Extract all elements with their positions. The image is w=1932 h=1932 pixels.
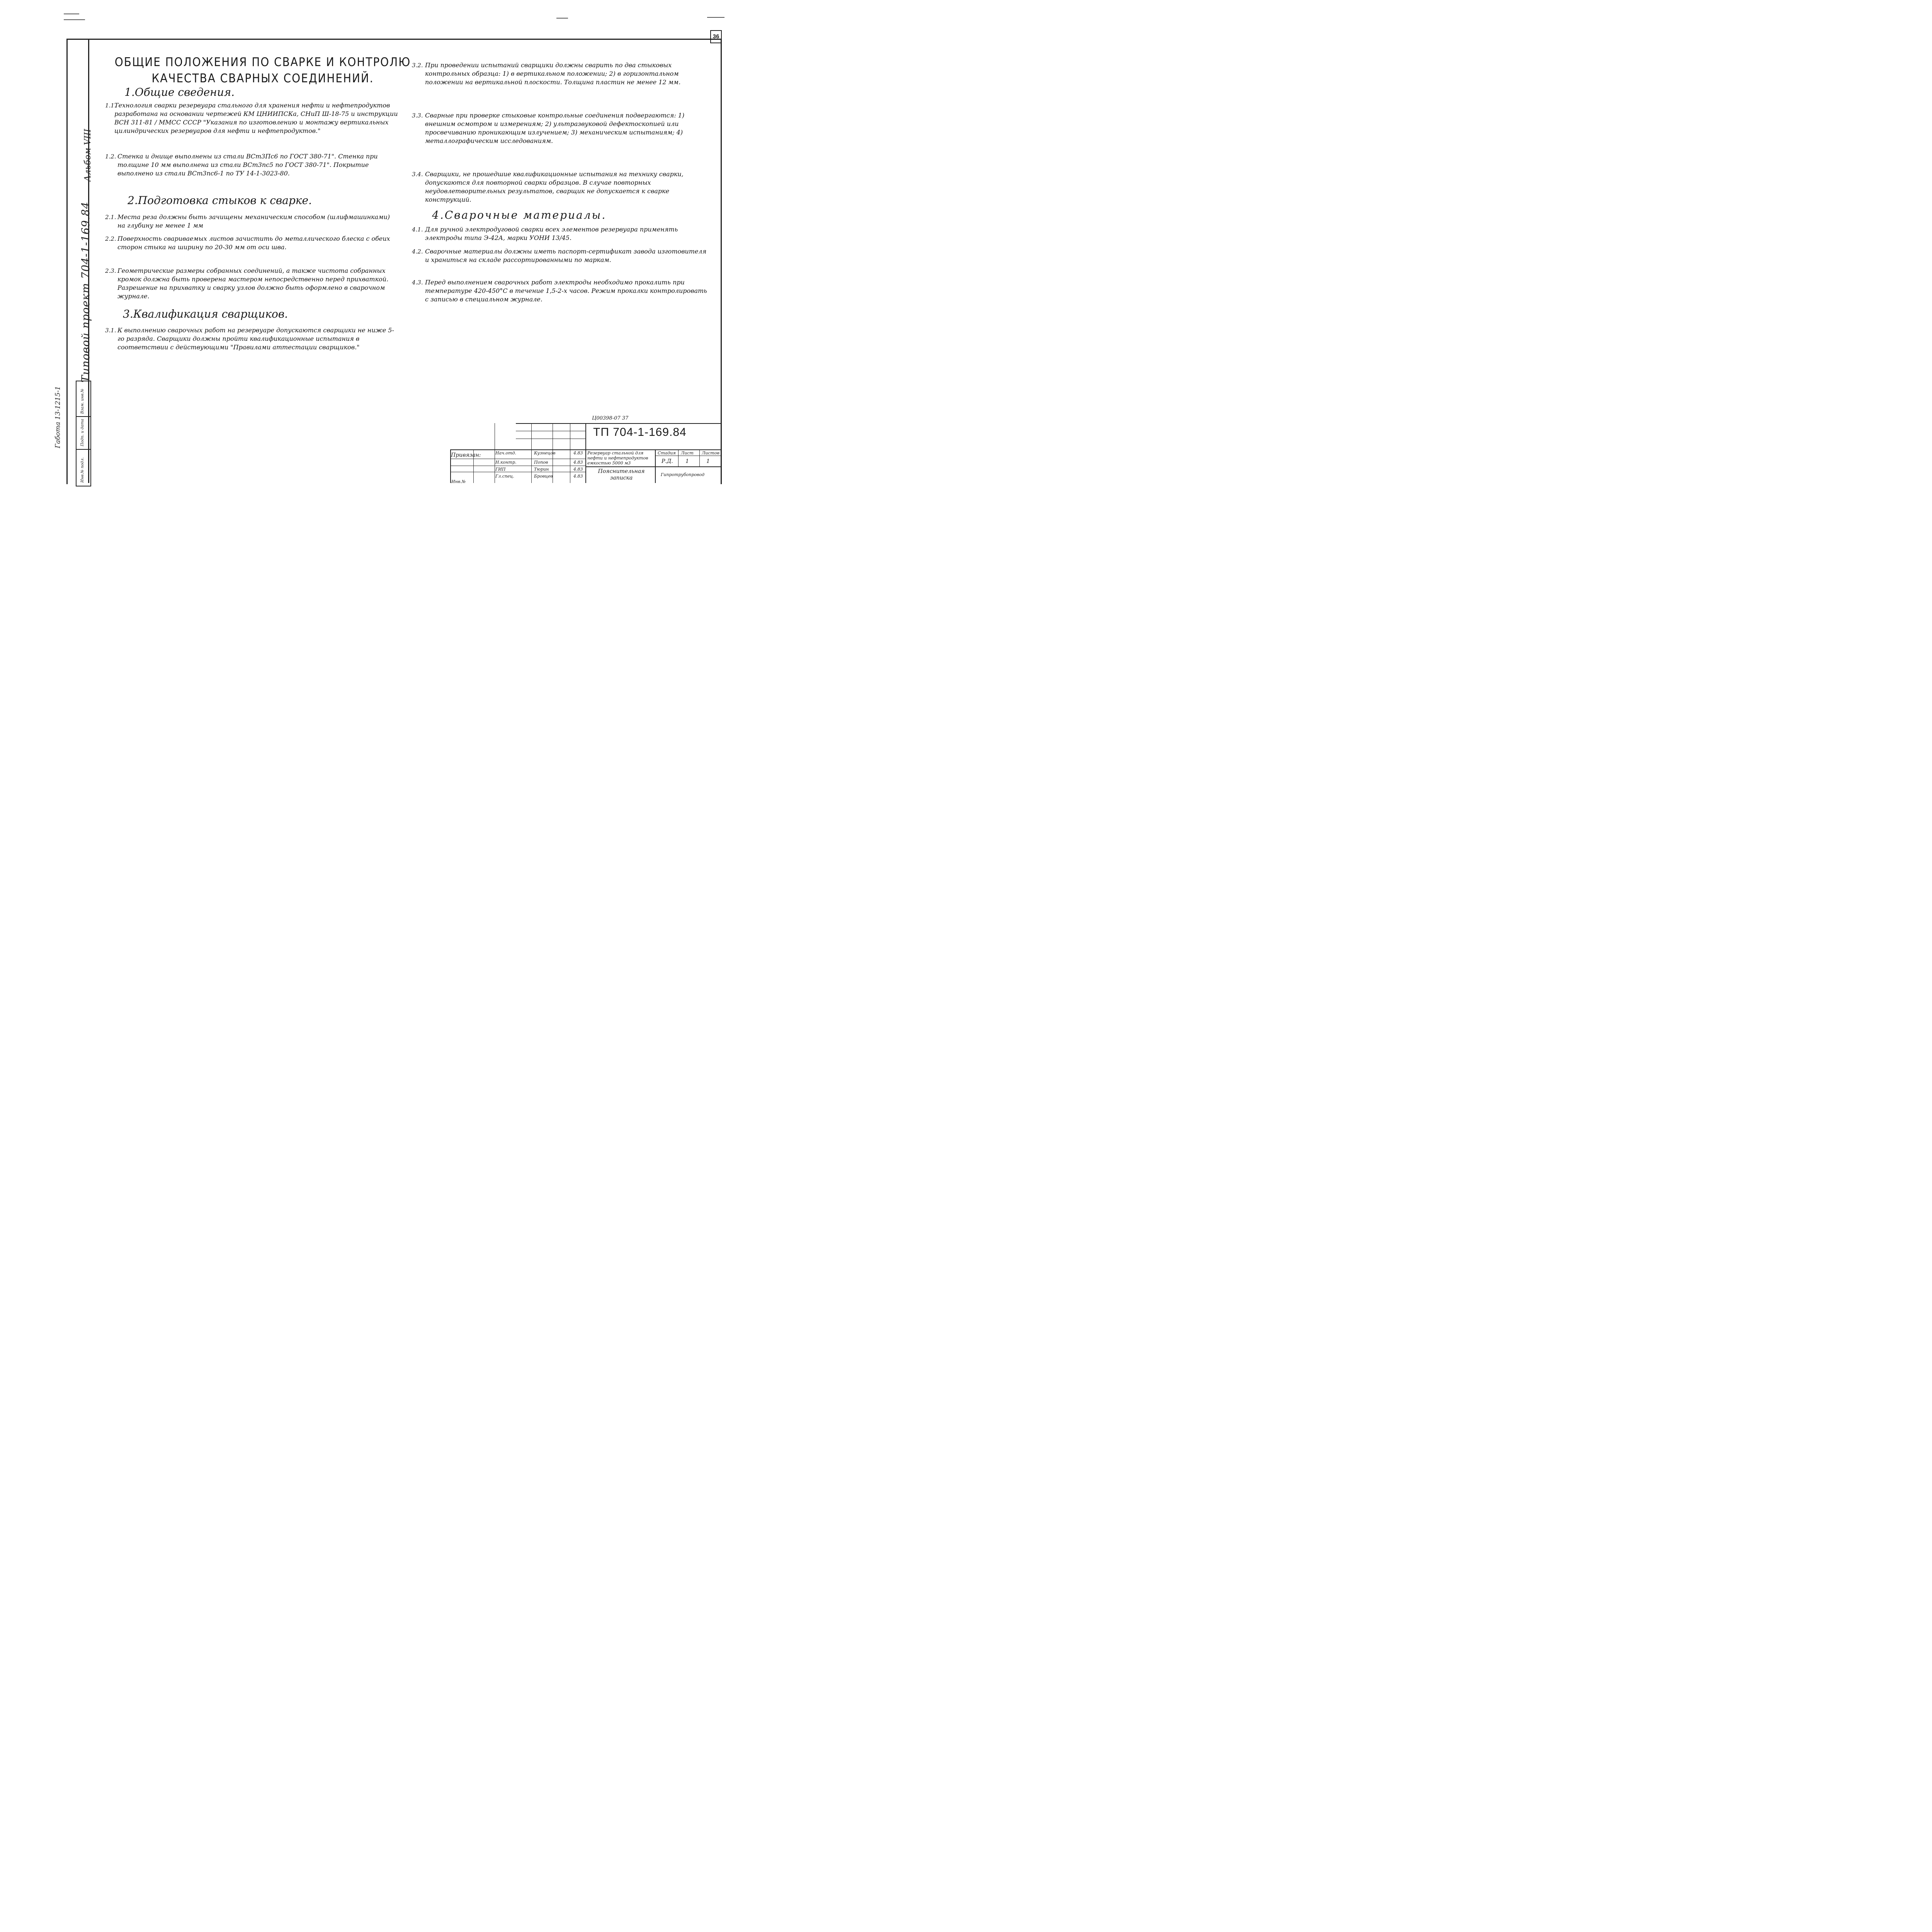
tb-rule — [585, 423, 586, 483]
para-number: 3.1. — [105, 327, 116, 334]
document-reference: Ц00398-07 37 — [592, 415, 629, 421]
paragraph-2-3: Геометрические размеры собранных соединений, а также чистота собранных кромок должна быть проверена мастером непосредственно перед прихваткой. Разрешение на прихватку и сварку узлов должно быть оформлено в сварочном журнале. — [117, 267, 389, 300]
para-number: 3.2. — [412, 62, 423, 69]
stamp-label-inv: Инв.№ подл. — [80, 457, 85, 483]
section-heading-3: 3.Квалификация сварщиков. — [123, 308, 288, 320]
para-number: 4.3. — [412, 279, 423, 286]
date-2: 4.83 — [573, 460, 583, 465]
tb-rule — [655, 449, 656, 483]
date-1: 4.83 — [573, 451, 583, 456]
para-number: 1.2. — [105, 153, 116, 160]
scan-artifact — [64, 19, 85, 20]
stamp-divider — [77, 449, 90, 450]
project-label: Типовой проект 704-1-169.84 — [79, 201, 92, 383]
paragraph-4-3: Перед выполнением сварочных работ электроды необходимо прокалить при температуре 420-450°С в течение 1,5-2-х часов. Режим прокалки контролировать с записью в специальном журнале. — [425, 279, 707, 303]
tb-rule — [516, 423, 721, 424]
scan-artifact — [707, 17, 724, 18]
stamp-divider — [77, 416, 90, 417]
privyazan-label: Привязан: — [451, 452, 481, 458]
paragraph-1-1: Технология сварки резервуара стального для хранения нефти и нефтепродуктов разработана на основании чертежей КМ ЦНИИПСКа, СНиП Ш-18-75 и инструкции ВСН 311-81 / ММСС СССР "Указания по изготовлению и монтажу вертикальных цилиндрических резервуаров для нефти и нефтепродуктов." — [114, 102, 398, 134]
title-line-1: ОБЩИЕ ПОЛОЖЕНИЯ ПО СВАРКЕ И КОНТРОЛЮ — [114, 55, 411, 69]
sheet-header: Лист — [681, 451, 694, 456]
album-label: Альбом VIII — [83, 129, 93, 182]
section-heading-4: 4.Сварочные материалы. — [432, 209, 607, 221]
name-1: Кузнецов — [534, 451, 556, 456]
para-number: 3.3. — [412, 112, 423, 119]
para-number: 2.3. — [105, 267, 116, 274]
para-number: 2.1. — [105, 214, 116, 221]
title-line-2: КАЧЕСТВА СВАРНЫХ СОЕДИНЕНИЙ. — [151, 71, 374, 85]
tb-rule — [699, 449, 700, 466]
paragraph-4-2: Сварочные материалы должны иметь паспорт-сертификат завода изготовителя и храниться на складе рассортированными по маркам. — [425, 248, 707, 264]
paragraph-3-3: Сварные при проверке стыковые контрольные соединения подвергаются: 1) внешним осмотром и измерениям; 2) ультразвуковой дефектоскопией или просвечиванию проникающим излучением; 3) механическим испытаниям; 4) металлографическим исследованиям. — [425, 112, 685, 145]
name-2: Попов — [534, 460, 548, 465]
document-name: Пояснительная записка — [598, 468, 645, 481]
copy-note: Габота 13-1215-1 — [54, 386, 62, 448]
section-heading-2: 2.Подготовка стыков к сварке. — [128, 194, 312, 207]
sheet-number: 36 — [710, 30, 722, 43]
stage-header: Стадия — [658, 451, 676, 456]
paragraph-4-1: Для ручной электродуговой сварки всех элементов резервуара применять электроды типа Э-42А, марки УОНИ 13/45. — [425, 226, 678, 242]
para-number: 4.1. — [412, 226, 423, 233]
para-number: 3.4. — [412, 171, 423, 178]
drawing-code: ТП 704-1-169.84 — [593, 426, 687, 439]
tb-rule — [585, 466, 721, 467]
para-number: 4.2. — [412, 248, 423, 255]
scan-artifact — [556, 18, 568, 19]
tb-rule — [678, 449, 679, 466]
stamp-label-replace: Взам. инв.№ — [80, 389, 85, 414]
paragraph-1-2: Стенка и днище выполнены из стали ВСт3Пс6 по ГОСТ 380-71". Стенка при толщине 10 мм выполнена из стали ВСт3пс5 по ГОСТ 380-71". Покрытие выполнено из стали ВСт3пс6-1 по ТУ 14-1-3023-80. — [117, 153, 378, 177]
inv-label: Инв.№ — [451, 479, 466, 484]
paragraph-2-2: Поверхность свариваемых листов зачистить до металлического блеска с обеих сторон стыка на ширину по 20-30 мм от оси шва. — [117, 235, 390, 251]
paragraph-3-4: Сварщики, не прошедшие квалификационные испытания на технику сварки, допускаются для повторной сварки образцов. В случае повторных неудовлетворительных результатов, сварщик не допускается к сварке конструкций. — [425, 170, 684, 203]
object-name: Резервуар стальной для нефти и нефтепродуктов емкостью 5000 м3 — [587, 451, 648, 466]
role-1: Нач.отд. — [495, 451, 517, 456]
paragraph-3-2: При проведении испытаний сварщики должны сварить по два стыковых контрольных образца: 1) в вертикальном положении; 2) в горизонтальном положении на вертикальной плоскости. Толщина пластин не менее 12 мм. — [425, 61, 681, 86]
sheets-value: 1 — [706, 458, 710, 464]
page-title — [112, 54, 413, 87]
date-4: 4.83 — [573, 474, 583, 479]
role-4: Гл.спец. — [495, 474, 514, 479]
para-number: 2.2. — [105, 235, 116, 242]
organization: Гипротрубопровод — [661, 472, 705, 477]
section-heading-1: 1.Общие сведения. — [124, 86, 235, 99]
role-3: ГИП — [495, 467, 506, 472]
role-2: Н.контр. — [495, 460, 517, 465]
date-3: 4.83 — [573, 467, 583, 472]
sheets-header: Листов — [702, 451, 719, 456]
tb-rule — [531, 423, 532, 483]
approval-stamp — [76, 381, 91, 486]
para-number: 1.1. — [105, 102, 116, 109]
sheet-value: 1 — [685, 458, 689, 464]
paragraph-3-1: К выполнению сварочных работ на резервуаре допускаются сварщики не ниже 5-го разряда. Сварщики должны пройти квалификационные испытания в соответствии с действующими "Правилами аттестации сварщиков." — [117, 327, 394, 351]
stage-value: Р.Д. — [662, 458, 673, 464]
name-3: Тюрин — [534, 467, 549, 472]
paragraph-2-1: Места реза должны быть зачищены механическим способом (шлифмашинками) на глубину не менее 1 мм — [117, 213, 390, 229]
stamp-label-sign: Подп. и дата — [80, 418, 85, 446]
name-4: Бровцев — [534, 474, 553, 479]
